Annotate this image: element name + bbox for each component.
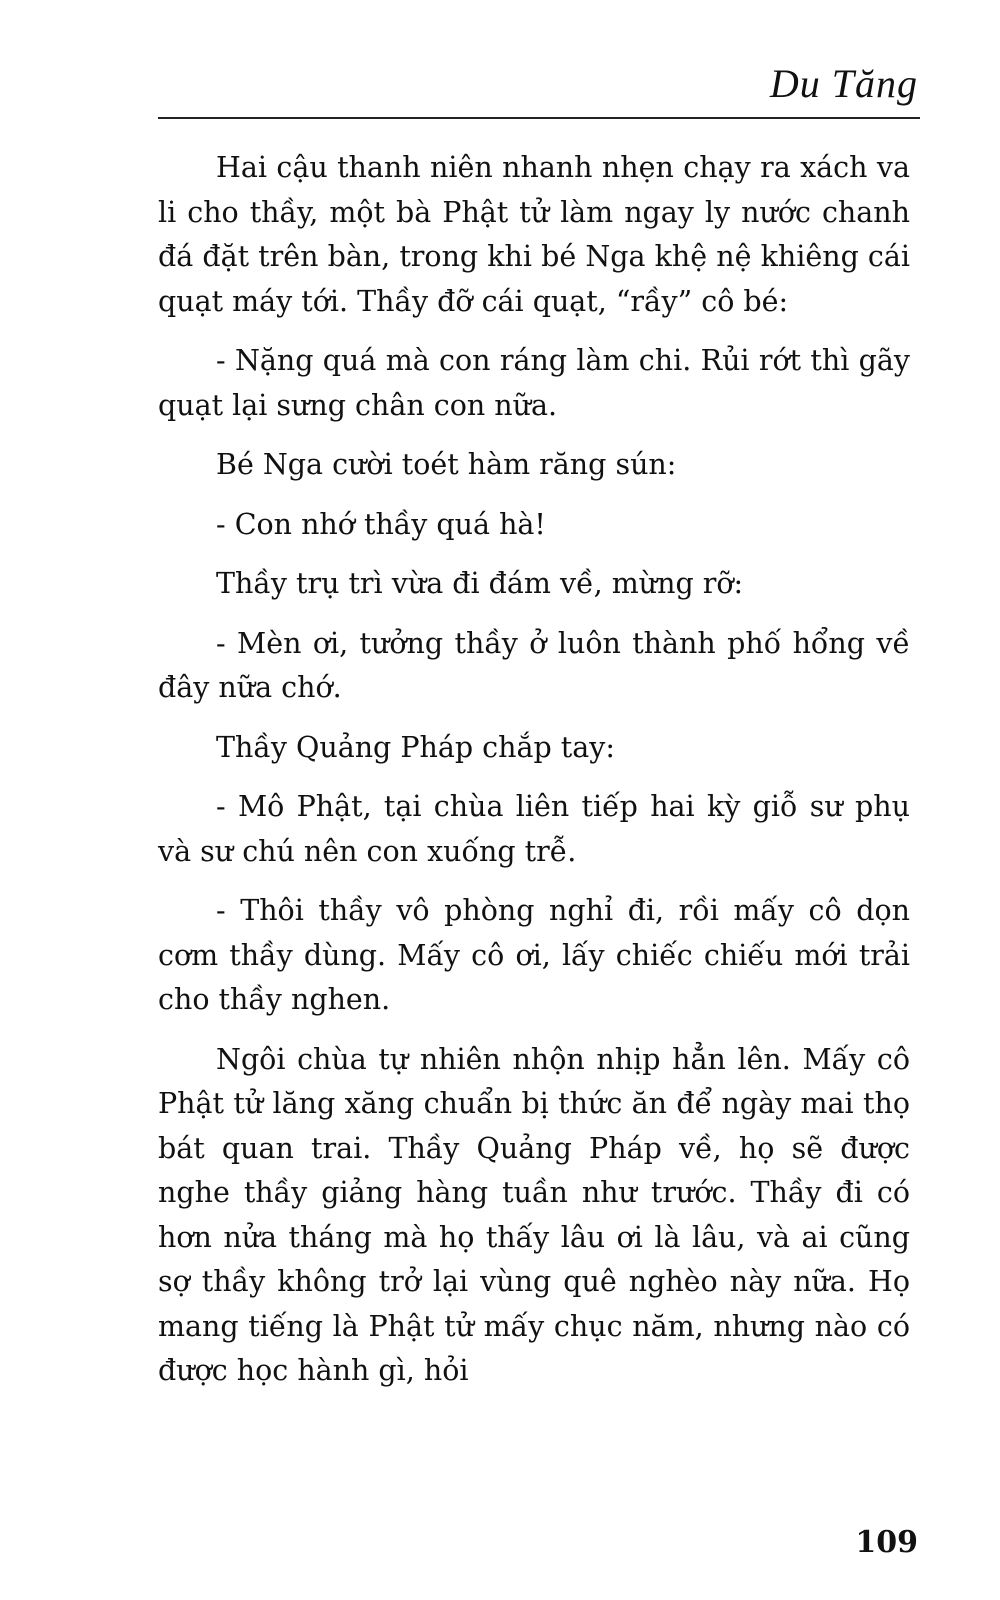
page-number: 109 — [855, 1525, 918, 1560]
running-header-title: Du Tăng — [769, 61, 918, 106]
paragraph-4: - Con nhớ thầy quá hà! — [216, 507, 546, 541]
paragraph-10: Ngôi chùa tự nhiên nhộn nhịp hẳn lên. Mấy cô Phật tử lăng xăng chuẩn bị thức ăn để ngày mai thọ bát quan trai. Thầy Quảng Pháp về, họ sẽ được nghe thầy giảng hàng tuần như trước. Thầy đi có hơn nửa tháng mà họ thấy lâu ơi là lâu, và ai cũng sợ thầy không trở lại vùng quê nghèo này nữa. Họ mang tiếng là Phật tử mấy chục năm, nhưng nào có được học hành gì, hỏi — [158, 1042, 910, 1387]
paragraph-9: - Thôi thầy vô phòng nghỉ đi, rồi mấy cô dọn cơm thầy dùng. Mấy cô ơi, lấy chiếc chiếu mới trải cho thầy nghen. — [158, 894, 910, 1016]
paragraph-3: Bé Nga cười toét hàm răng sún: — [216, 448, 677, 481]
paragraph-5: Thầy trụ trì vừa đi đám về, mừng rỡ: — [216, 567, 744, 600]
page-body — [158, 146, 910, 1394]
paragraph-7: Thầy Quảng Pháp chắp tay: — [216, 730, 615, 764]
header-divider — [158, 117, 920, 119]
paragraph-6: - Mèn ơi, tưởng thầy ở luôn thành phố hổng về đây nữa chớ. — [158, 626, 910, 704]
paragraph-8: - Mô Phật, tại chùa liên tiếp hai kỳ giỗ sư phụ và sư chú nên con xuống trễ. — [158, 790, 910, 868]
paragraph-2: - Nặng quá mà con ráng làm chi. Rủi rớt thì gãy quạt lại sưng chân con nữa. — [158, 344, 910, 422]
paragraph-1: Hai cậu thanh niên nhanh nhẹn chạy ra xách va li cho thầy, một bà Phật tử làm ngay ly nước chanh đá đặt trên bàn, trong khi bé Nga khệ nệ khiêng cái quạt máy tới. Thầy đỡ cái quạt, “rầy” cô bé: — [158, 151, 910, 318]
